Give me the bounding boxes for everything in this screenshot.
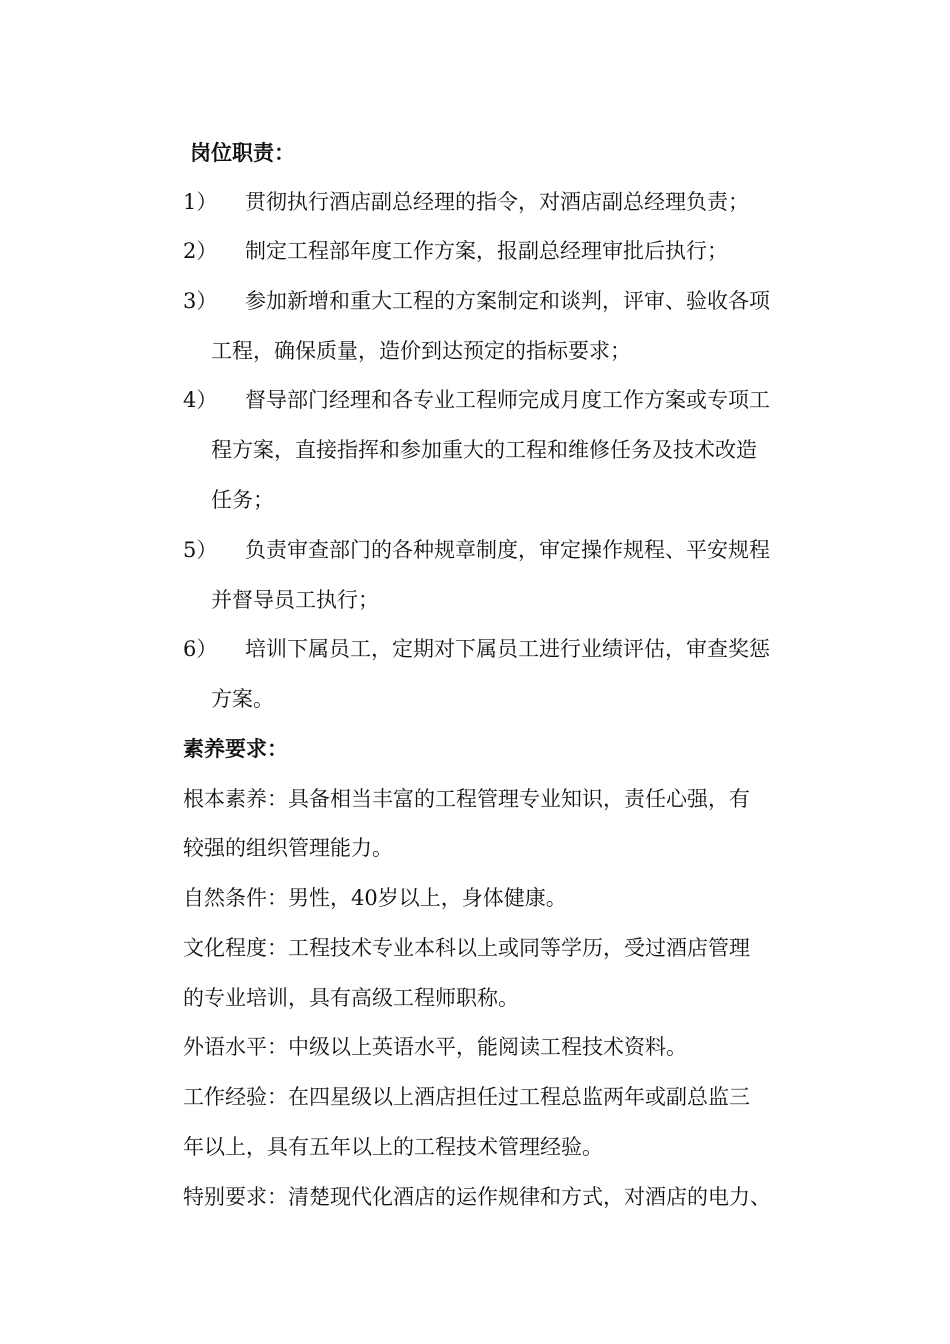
duty-text: 参加新增和重大工程的方案制定和谈判，评审、验收各项 — [245, 289, 770, 313]
duty-text-continued: 程方案，直接指挥和参加重大的工程和维修任务及技术改造 — [211, 438, 757, 462]
duty-number: 3） — [183, 289, 218, 313]
qualification-line: 特别要求：清楚现代化酒店的运作规律和方式，对酒店的电力、 — [183, 1185, 771, 1209]
qualification-line: 工作经验：在四星级以上酒店担任过工程总监两年或副总监三 — [183, 1085, 750, 1109]
qualification-line: 年以上，具有五年以上的工程技术管理经验。 — [183, 1135, 603, 1159]
qualification-line: 文化程度：工程技术专业本科以上或同等学历，受过酒店管理 — [183, 936, 750, 960]
section-heading-duties: 岗位职责： — [190, 140, 295, 165]
duty-text: 贯彻执行酒店副总经理的指令，对酒店副总经理负责； — [245, 190, 749, 214]
qualification-line: 根本素养：具备相当丰富的工程管理专业知识，责任心强，有 — [183, 787, 750, 811]
duty-number: 1） — [183, 190, 218, 214]
duty-number: 6） — [183, 637, 218, 661]
qualification-line: 自然条件：男性，40岁以上，身体健康。 — [183, 886, 567, 910]
duty-text: 制定工程部年度工作方案，报副总经理审批后执行； — [245, 239, 728, 263]
qualification-line: 外语水平：中级以上英语水平，能阅读工程技术资料。 — [183, 1035, 687, 1059]
duty-number: 4） — [183, 388, 218, 412]
duty-text: 培训下属员工，定期对下属员工进行业绩评估，审查奖惩 — [245, 637, 770, 661]
duty-text-continued: 方案。 — [211, 687, 274, 711]
duty-text-continued: 任务； — [211, 488, 274, 512]
duty-text: 负责审查部门的各种规章制度，审定操作规程、平安规程 — [245, 538, 770, 562]
duty-number: 2） — [183, 239, 218, 263]
qualification-line: 较强的组织管理能力。 — [183, 836, 393, 860]
duty-text: 督导部门经理和各专业工程师完成月度工作方案或专项工 — [245, 388, 770, 412]
duty-number: 5） — [183, 538, 218, 562]
duty-text-continued: 工程，确保质量，造价到达预定的指标要求； — [211, 339, 631, 363]
qualification-line: 的专业培训，具有高级工程师职称。 — [183, 986, 519, 1010]
section-heading-qualifications: 素养要求： — [183, 736, 288, 761]
duty-text-continued: 并督导员工执行； — [211, 588, 379, 612]
